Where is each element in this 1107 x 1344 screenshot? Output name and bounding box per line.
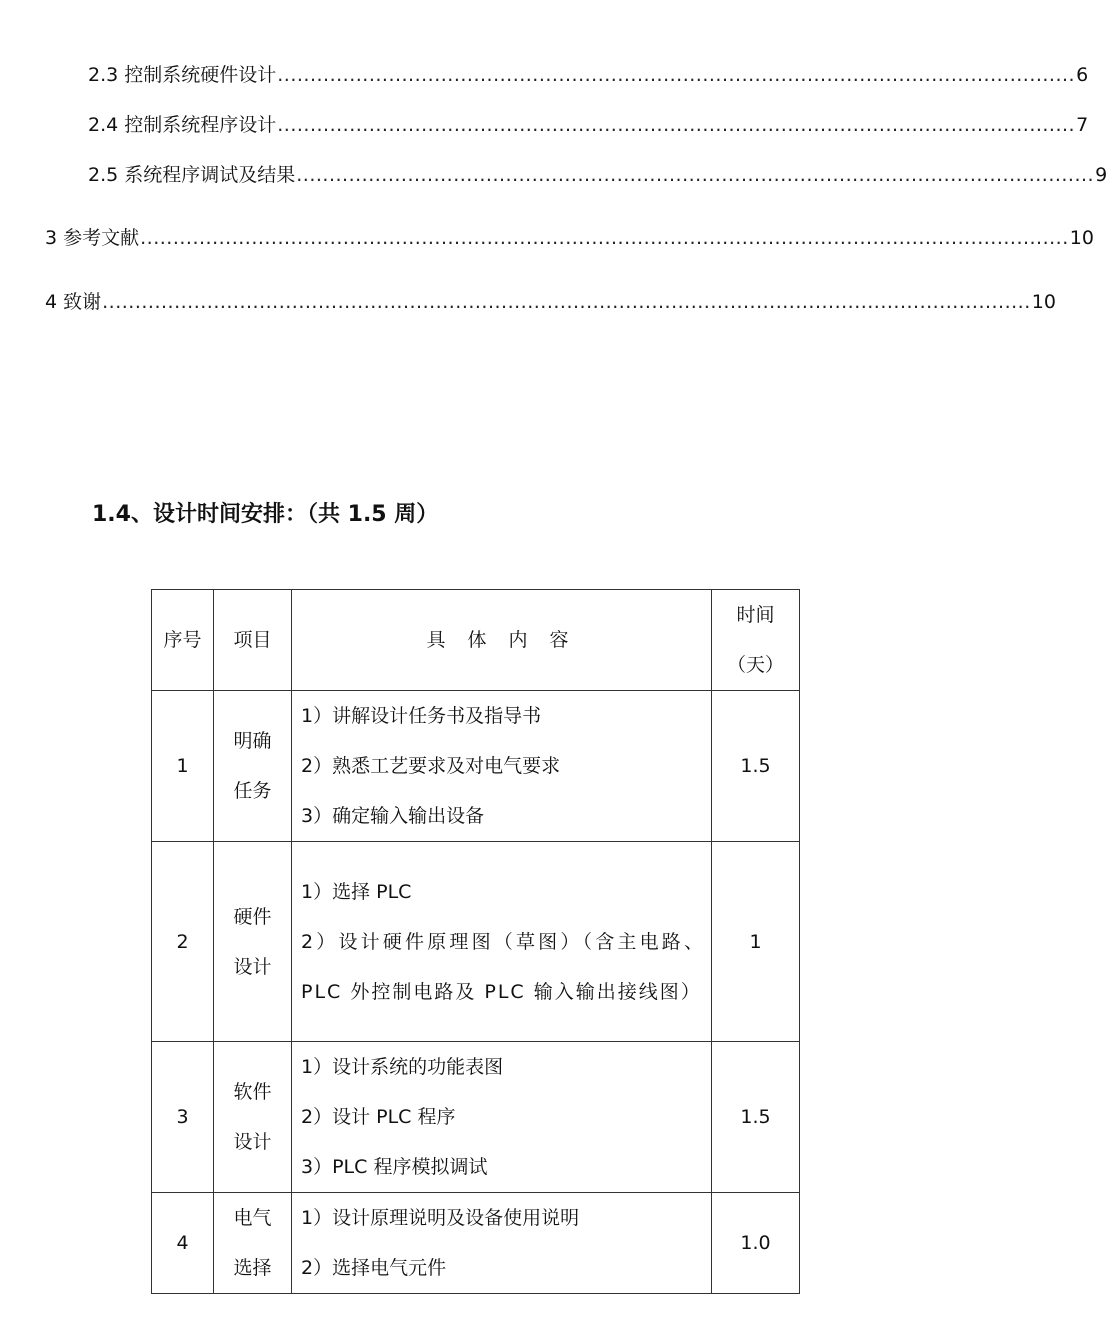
- toc-leader-dots: ..............................................................................................................................................: [140, 227, 1069, 249]
- content-line: 1）讲解设计任务书及指导书: [301, 705, 542, 727]
- row-item: [214, 842, 292, 1042]
- content-line: 3）确定输入输出设备: [301, 805, 485, 827]
- header-no: 序号: [152, 590, 214, 691]
- row-time: 1.0: [712, 1193, 800, 1294]
- content-line: 3）PLC 程序模拟调试: [301, 1156, 488, 1178]
- toc-leader-dots: ..........................................................................................................................: [277, 64, 1076, 86]
- toc-entry-3[interactable]: [45, 225, 1094, 251]
- toc-entry-label: 2.5 系统程序调试及结果: [88, 164, 296, 186]
- header-item: 项目: [214, 590, 292, 691]
- table-row: [152, 842, 800, 1042]
- header-time-line2: （天）: [726, 654, 784, 676]
- content-line: 2）设计 PLC 程序: [301, 1106, 456, 1128]
- header-time-line1: 时间: [736, 604, 775, 626]
- content-line: 2）设计硬件原理图（草图）（含主电路、PLC 外控制电路及 PLC 输入输出接线图）: [301, 930, 705, 1003]
- row-item-line1: 明确: [233, 730, 272, 752]
- table-row: [152, 1193, 800, 1294]
- toc-entry-2-5[interactable]: [88, 162, 1107, 188]
- toc-entry-label: 2.3 控制系统硬件设计: [88, 64, 277, 86]
- row-item-line2: 设计: [233, 955, 272, 978]
- toc-leader-dots: ..........................................................................................................................: [296, 164, 1095, 186]
- row-time: 1.5: [712, 1042, 800, 1193]
- content-line: 2）熟悉工艺要求及对电气要求: [301, 755, 561, 777]
- row-no: 1: [152, 691, 214, 842]
- toc-entry-page: 6: [1076, 64, 1089, 86]
- toc-entry-label: 2.4 控制系统程序设计: [88, 114, 277, 136]
- table-header-row: [152, 590, 800, 691]
- row-content: [292, 1193, 712, 1294]
- table-row: [152, 1042, 800, 1193]
- toc-entry-page: 10: [1069, 227, 1094, 249]
- row-no: 4: [152, 1193, 214, 1294]
- row-item: [214, 691, 292, 842]
- row-item-line1: 电气: [233, 1207, 272, 1229]
- row-item-line1: 硬件: [233, 905, 272, 928]
- row-time: 1: [712, 842, 800, 1042]
- toc-entry-page: 10: [1031, 291, 1056, 313]
- row-content: [292, 691, 712, 842]
- toc-leader-dots: ..............................................................................................................................................: [102, 291, 1031, 313]
- header-time: [712, 590, 800, 691]
- row-time: 1.5: [712, 691, 800, 842]
- content-line: 1）选择 PLC: [301, 880, 412, 903]
- row-item-line2: 任务: [233, 780, 272, 802]
- content-line: 2）选择电气元件: [301, 1257, 447, 1279]
- section-heading: 1.4、设计时间安排：（共 1.5 周）: [92, 502, 439, 527]
- toc-entry-2-4[interactable]: [88, 112, 1089, 138]
- row-content: [292, 842, 712, 1042]
- toc-entry-label: 4 致谢: [45, 291, 102, 313]
- toc-leader-dots: ..........................................................................................................................: [277, 114, 1076, 136]
- row-item-line1: 软件: [233, 1081, 272, 1103]
- toc-entry-2-3[interactable]: [88, 62, 1089, 88]
- row-item-line2: 设计: [233, 1131, 272, 1153]
- content-line: 1）设计原理说明及设备使用说明: [301, 1207, 580, 1229]
- row-item: [214, 1042, 292, 1193]
- toc-entry-4[interactable]: [45, 289, 1056, 315]
- header-content: 具 体 内 容: [292, 590, 712, 691]
- toc-entry-page: 7: [1076, 114, 1089, 136]
- toc-entry-page: 9: [1095, 164, 1107, 186]
- row-item: [214, 1193, 292, 1294]
- toc-entry-label: 3 参考文献: [45, 227, 140, 249]
- table-row: [152, 691, 800, 842]
- content-line: 1）设计系统的功能表图: [301, 1056, 504, 1078]
- row-no: 2: [152, 842, 214, 1042]
- schedule-table: [151, 589, 800, 1294]
- row-no: 3: [152, 1042, 214, 1193]
- row-content: [292, 1042, 712, 1193]
- row-item-line2: 选择: [233, 1257, 272, 1279]
